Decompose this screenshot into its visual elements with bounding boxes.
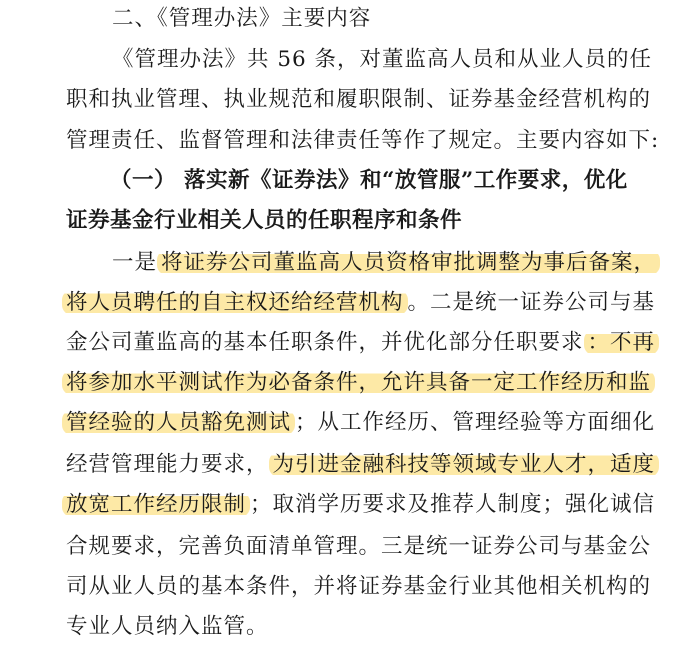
text-run: 一是 <box>112 250 158 275</box>
section-heading: 二、《管理办法》主要内容 <box>112 6 372 31</box>
highlighted-text: 将证券公司董监高人员资格审批调整为事后备案， <box>157 250 660 275</box>
highlighted-text: 为引进金融科技等领域专业人才，适度 <box>269 452 660 477</box>
highlighted-text: 将参加水平测试作为必备条件，允许具备一定工作经历和监 <box>62 370 655 395</box>
text-run: 金公司董监高的基本任职条件，并优化部分任职要求 <box>66 330 584 355</box>
subheading-line: 证券基金行业相关人员的任职程序和条件 <box>66 208 463 233</box>
text-run: 经营管理能力要求， <box>66 452 269 477</box>
paragraph-line <box>62 409 655 437</box>
text-run: ；取消学历要求及推荐人制度；强化诚信 <box>250 492 656 517</box>
subheading-line: （一） 落实新《证券法》和“放管服”工作要求，优化 <box>110 168 628 193</box>
text-run: 。二是统一证券公司与基 <box>407 290 656 315</box>
paragraph-line <box>62 491 655 519</box>
paragraph-line <box>62 289 655 317</box>
paragraph-line: 《管理办法》共 56 条，对董监高人员和从业人员的任 <box>112 47 653 72</box>
highlighted-text: 将人员聘任的自主权还给经营机构 <box>62 290 408 315</box>
paragraph-line: 管理责任、监督管理和法律责任等作了规定。主要内容如下: <box>66 128 660 153</box>
highlighted-text: 管经验的人员豁免测试 <box>62 410 295 435</box>
paragraph-line: 专业人员纳入监管。 <box>66 614 269 639</box>
paragraph-line <box>62 369 655 397</box>
paragraph-line <box>66 451 659 479</box>
highlighted-text: 放宽工作经历限制 <box>62 492 250 517</box>
paragraph-line <box>112 249 660 277</box>
paragraph-line: 合规要求，完善负面清单管理。三是统一证券公司与基金公 <box>66 534 652 559</box>
paragraph-line <box>66 329 659 357</box>
paragraph-line: 职和执业管理、执业规范和履职限制、证券基金经营机构的 <box>66 87 652 112</box>
paragraph-line: 司从业人员的基本条件，并将证券基金行业其他相关机构的 <box>66 574 652 599</box>
highlighted-text: ：不再 <box>584 330 660 355</box>
text-run: ；从工作经历、管理经验等方面细化 <box>295 410 656 435</box>
